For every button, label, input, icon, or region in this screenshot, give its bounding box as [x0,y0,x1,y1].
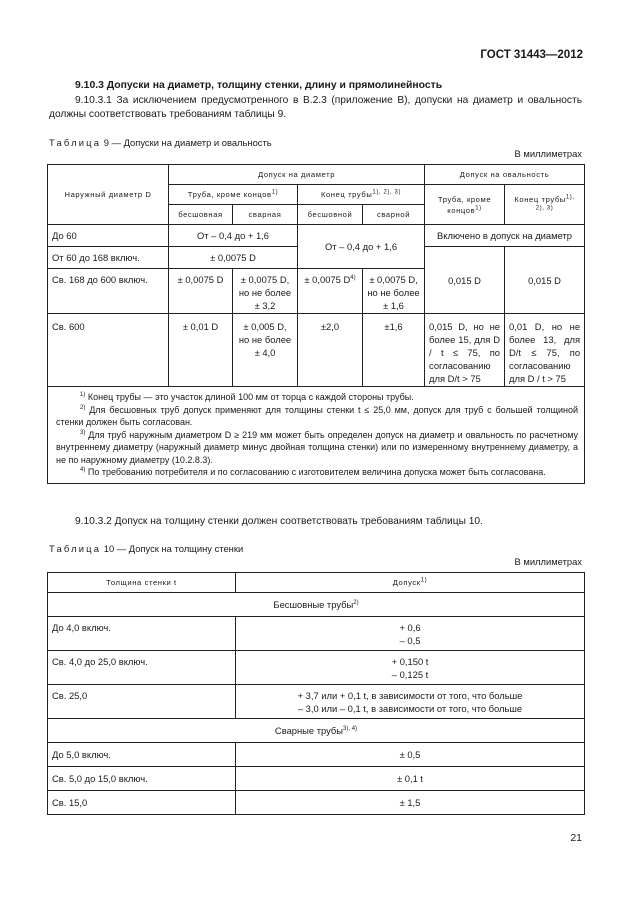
t9-r1-ov: Включено в допуск на диаметр [425,225,585,247]
t9-r3-welded: ± 0,0075 D, но не более ± 3,2 [233,269,298,314]
group-seamless: Бесшовные трубы$^{2)}$ [48,593,585,617]
table9-caption: Таблица 9 — Допуски на диаметр и овальность [49,137,272,148]
t10-r2-tol: + 0,150 t – 0,125 t [236,651,585,685]
t10-r5-tol: ± 0,1 t [236,767,585,791]
t10-r6-tol: ± 1,5 [236,791,585,815]
footnote-1: $^{1)}$ Конец трубы — это участок длиной 100 мм от торца с каждой стороны трубы. [80,392,414,402]
footnote-4: $^{4)}$ По требованию потребителя и по согласованию с изготовителем величина допуска может быть согласована. [80,467,546,477]
t10-r5-t: Св. 5,0 до 15,0 включ. [48,767,236,791]
t10-r2-t: Св. 4,0 до 25,0 включ. [48,651,236,685]
t9-r2-body: ± 0,0075 D [169,247,298,269]
t9-r4-end-welded: ±1,6 [363,314,425,387]
table-9 [47,164,585,484]
th-diameter-tol: Допуск на диаметр [169,165,425,185]
t10-r1-tol: + 0,6 – 0,5 [236,617,585,651]
paragraph-9-10-3-1: 9.10.3.1 За исключением предусмотренного в В.2.3 (приложение В), допуски на диаметр и овальность должны соответствовать требованиям таблицы 9. [49,95,582,120]
th-ovality-tol: Допуск на овальность [425,165,585,185]
t9-r4-ov: 0,015 D, но не более 15, для D / t ≤ 75, по согласованию для D/t > 75 [425,314,505,387]
t9-r4-end-seamless: ±2,0 [298,314,363,387]
t9-r4-seamless: ± 0,01 D [169,314,233,387]
th-welded-end: сварной [363,205,425,225]
t10-r4-t: До 5,0 включ. [48,743,236,767]
th-tolerance: Допуск$^{1)}$ [236,573,585,593]
paragraph-9-10-3-2: 9.10.3.2 Допуск на толщину стенки должен соответствовать требованиям таблицы 10. [75,516,483,527]
footnote-3: $^{3)}$ Для труб наружным диаметром D ≥ 219 мм может быть определен допуск на диаметр и овальность по расчетному внутреннему диаметру (наружный диаметр минус двойная толщина стенки) или по измеренному внутреннему диаметру, а не по наружному диаметру (10.2.8.3). [56,429,579,465]
t9-r3-ov-end: 0,015 D [505,247,585,314]
t10-r4-tol: ± 0,5 [236,743,585,767]
th-thickness: Толщина стенки t [48,573,236,593]
th-seamless-end: бесшовной [298,205,363,225]
t9-r3-seamless: ± 0,0075 D [169,269,233,314]
th-ov-pipe: Труба, кроме концов$^{1)}$ [425,185,505,225]
t9-r1-d: До 60 [48,225,169,247]
t9-r1-end: От – 0,4 до + 1,6 [298,225,425,269]
t9-r3-d: Св. 168 до 600 включ. [48,269,169,314]
table-10 [47,572,585,815]
t9-r2-d: От 60 до 168 включ. [48,247,169,269]
th-outer-diameter: Наружный диаметр D [48,165,169,225]
page-number: 21 [570,832,582,844]
t9-r3-end-welded: ± 0,0075 D, но не более ± 1,6 [363,269,425,314]
t9-r4-d: Св. 600 [48,314,169,387]
document-code: ГОСТ 31443—2012 [480,49,583,61]
section-title: 9.10.3 Допуски на диаметр, толщину стенки, длину и прямолинейность [75,80,443,91]
t9-r3-end-seamless: ± 0,0075 $D^{4)}$ [298,269,363,314]
table10-units: В миллиметрах [514,556,582,567]
th-ov-end: Конец трубы$^{1), 2), 3)}$ [505,185,585,225]
table9-footnotes [48,387,585,484]
t9-r4-ov-end: 0,01 D, но не более 13, для D/t ≤ 75, по согласованию для D / t > 75 [505,314,585,387]
t10-r3-t: Св. 25,0 [48,685,236,719]
t9-r1-body: От – 0,4 до + 1,6 [169,225,298,247]
table10-caption: Таблица 10 — Допуск на толщину стенки [49,543,244,554]
th-seamless: бесшовная [169,205,233,225]
t9-r4-welded: ± 0,005 D, но не более ± 4,0 [233,314,298,387]
th-welded: сварная [233,205,298,225]
footnote-2: $^{2)}$ Для бесшовных труб допуск применяют для толщины стенки t ≤ 25,0 мм, допуск для труб с большей толщиной стенки должен быть согласован. [56,404,579,427]
table9-units: В миллиметрах [514,148,582,159]
t10-r1-t: До 4,0 включ. [48,617,236,651]
t9-r3-ov: 0,015 D [425,247,505,314]
t10-r6-t: Св. 15,0 [48,791,236,815]
group-welded: Сварные трубы$^{3), 4)}$ [48,719,585,743]
th-pipe-except-ends: Труба, кроме концов$^{1)}$ [169,185,298,205]
t10-r3-tol: + 3,7 или + 0,1 t, в зависимости от того, что больше – 3,0 или – 0,1 t, в зависимости от того, что больше [236,685,585,719]
th-pipe-end: Конец трубы$^{1), 2), 3)}$ [298,185,425,205]
